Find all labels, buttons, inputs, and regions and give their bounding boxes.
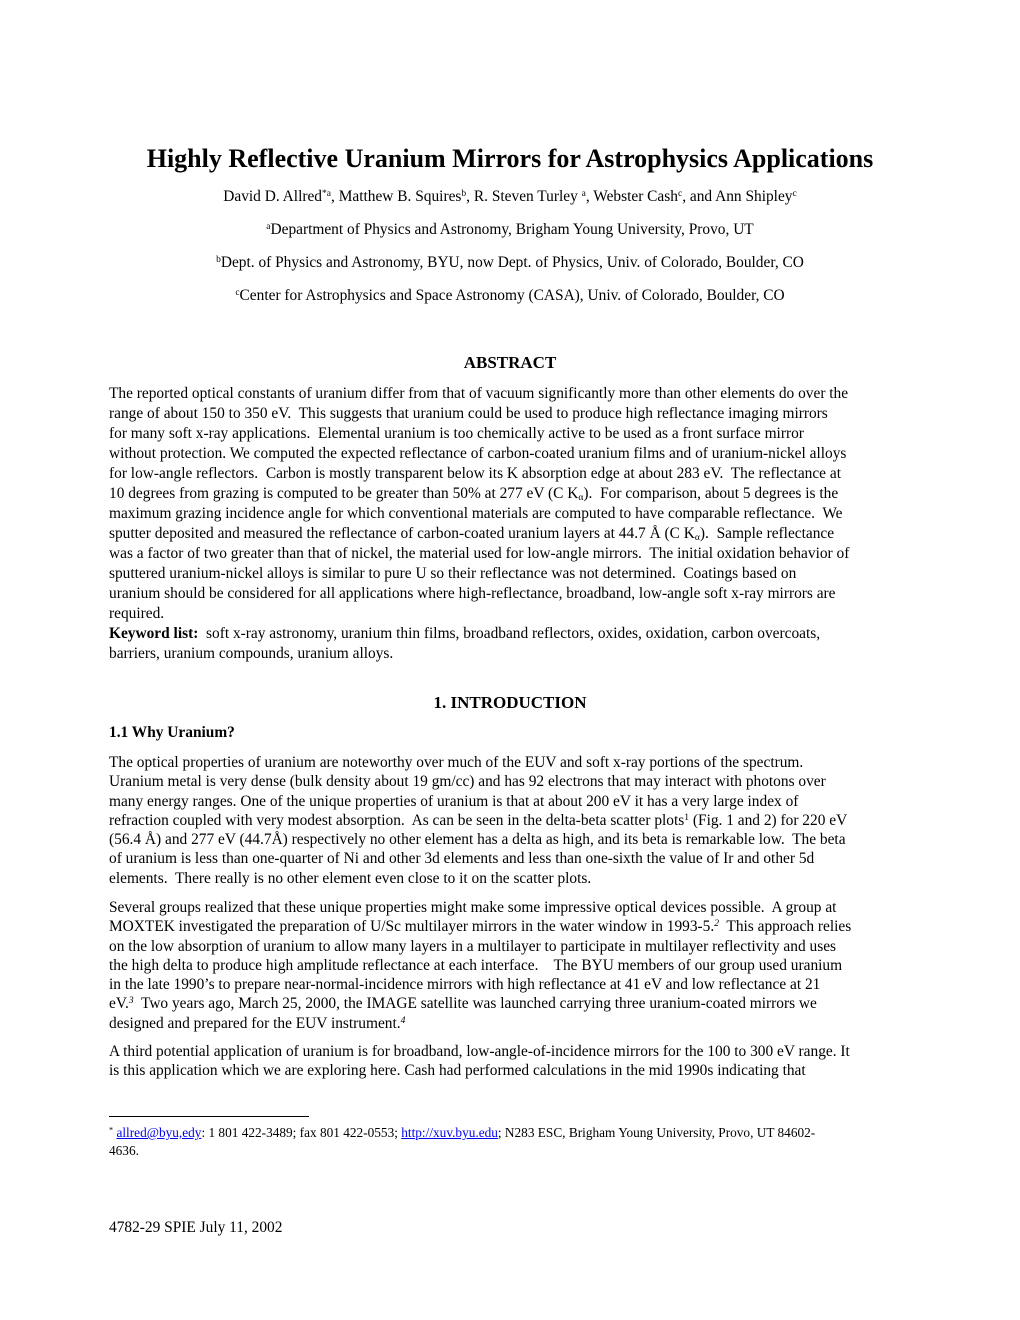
text-line [109, 849, 919, 868]
reference-superscript: 2 [714, 918, 719, 930]
text-segment: The optical properties of uranium are noteworthy over much of the EUV and soft x-ray portions of the spectrum. [109, 754, 804, 771]
text-line [109, 975, 919, 994]
text-segment: (56.4 Å) and 277 eV (44.7Å) respectively no other element has a delta as high, and its beta is remarkable low. The beta [109, 831, 846, 849]
subscript: α [694, 531, 700, 543]
text-segment: eV. [109, 995, 129, 1013]
text-segment: Center for Astrophysics and Space Astronomy (CASA), Univ. of Colorado, Boulder, CO [239, 287, 785, 304]
text-segment: elements. There really is no other element even close to it on the scatter plots. [109, 869, 592, 887]
text-segment: The reported optical constants of uranium differ from that of vacuum significantly more than other elements do over the [109, 385, 849, 402]
text-segment: ; N283 ESC, Brigham Young University, Provo, UT 84602- [497, 1125, 816, 1140]
affiliation-c [0, 287, 1020, 305]
text-line [109, 484, 919, 504]
abstract-body [109, 384, 919, 664]
text-segment: sputtered uranium-nickel alloys is similar to pure U so their reflectance was not determined. Coatings based on [109, 565, 797, 582]
text-segment: , R. Steven Turley [466, 188, 582, 205]
text-line [109, 444, 919, 464]
section-heading: 1. INTRODUCTION [433, 693, 587, 712]
text-segment: , Matthew B. Squires [331, 188, 462, 205]
affiliation-b [0, 254, 1020, 272]
superscript: 1 [684, 811, 690, 823]
subscript: α [578, 491, 584, 503]
paper-title: Highly Reflective Uranium Mirrors for Astrophysics Applications [146, 144, 874, 173]
text-line [109, 604, 919, 624]
text-segment: (Fig. 1 and 2) for 220 eV [689, 811, 848, 829]
text-line [109, 1014, 919, 1033]
text-segment: : 1 801 422-3489; fax 801 422-0553; [201, 1125, 402, 1140]
footnote [109, 1124, 919, 1160]
superscript: * [109, 1125, 114, 1135]
text-line [109, 1142, 919, 1160]
text-line [109, 1061, 919, 1080]
author-list [0, 188, 1020, 206]
text-line [109, 792, 919, 811]
text-segment: sputter deposited and measured the reflectance of carbon-coated uranium layers at 44.7 Å (C K [109, 525, 695, 542]
superscript: c [235, 286, 240, 298]
text-segment: on the low absorption of uranium to allow many layers in a multilayer to participate in multilayer reflectivity and uses [109, 937, 837, 955]
subsection-heading: 1.1 Why Uranium? [109, 724, 235, 741]
text-segment: maximum grazing incidence angle for which conventional materials are computed to have comparable reflectance. We [109, 505, 843, 522]
text-segment: in the late 1990’s to prepare near-normal-incidence mirrors with high reflectance at 41 eV and low reflectance at 21 [109, 976, 821, 994]
text-line [109, 464, 919, 484]
superscript: a [581, 187, 586, 199]
text-line [109, 753, 919, 772]
text-segment: 10 degrees from grazing is computed to be greater than 50% at 277 eV (C K [109, 485, 579, 502]
reference-superscript: 3 [128, 995, 134, 1007]
text-segment: , and Ann Shipley [682, 188, 793, 205]
text-line [109, 384, 919, 404]
text-segment: A third potential application of uranium is for broadband, low-angle-of-incidence mirrors for the 100 to 300 eV range. It [109, 1043, 850, 1060]
paragraph-3 [109, 1042, 919, 1081]
text-segment: MOXTEK investigated the preparation of U/Sc multilayer mirrors in the water window in 1993-5. [109, 918, 715, 936]
text-line [109, 624, 919, 644]
footnote-link[interactable]: http://xuv.byu.edu [401, 1125, 498, 1140]
text-segment: Several groups realized that these unique properties might make some impressive optical devices possible. A group at [109, 899, 837, 916]
footnote-link[interactable]: allred@byu,edy [116, 1125, 202, 1140]
keyword-label: Keyword list: [109, 625, 199, 642]
abstract-heading: ABSTRACT [463, 353, 557, 372]
text-line [109, 404, 919, 424]
text-segment: David D. Allred [223, 188, 323, 205]
text-segment: ). For comparison, about 5 degrees is the [583, 485, 839, 502]
text-line [109, 994, 919, 1013]
superscript: c [677, 187, 683, 199]
text-segment: required. [109, 605, 165, 622]
page-footer: 4782-29 SPIE July 11, 2002 [109, 1219, 283, 1236]
text-line [109, 524, 919, 544]
text-line [0, 188, 1020, 206]
text-line [0, 221, 1020, 239]
text-segment: designed and prepared for the EUV instrument. [109, 1014, 401, 1032]
text-segment: of uranium is less than one-quarter of Ni and other 3d elements and less than one-sixth the value of Ir and other 5d [109, 850, 815, 868]
text-segment: Uranium metal is very dense (bulk density about 19 gm/cc) and has 92 electrons that may interact with photons over [109, 773, 826, 791]
text-segment: without protection. We computed the expected reflectance of carbon-coated uranium films and of uranium-nickel alloys [109, 445, 847, 462]
text-segment: was a factor of two greater than that of nickel, the material used for low-angle mirrors. The initial oxidation behavior of [109, 545, 850, 562]
text-segment: 4636. [109, 1143, 139, 1158]
text-line [109, 811, 919, 830]
text-line [109, 830, 919, 849]
text-segment: Dept. of Physics and Astronomy, BYU, now Dept. of Physics, Univ. of Colorado, Boulder, CO [220, 254, 804, 271]
text-line [109, 1124, 919, 1142]
superscript: b [461, 187, 467, 199]
text-segment: This approach relies [719, 918, 852, 936]
text-line [109, 504, 919, 524]
superscript: *a [322, 187, 332, 199]
affiliation-a [0, 221, 1020, 239]
text-segment: for many soft x-ray applications. Elemental uranium is too chemically active to be used as a front surface mirror [109, 425, 804, 442]
text-segment: uranium should be considered for all applications where high-reflectance, broadband, low-angle soft x-ray mirrors are [109, 585, 836, 602]
text-line [109, 772, 919, 791]
text-line [109, 898, 919, 917]
superscript: b [216, 253, 221, 265]
text-line [109, 544, 919, 564]
text-segment: is this application which we are exploring here. Cash had performed calculations in the mid 1990s indicating that [109, 1062, 806, 1080]
text-segment: , Webster Cash [585, 188, 678, 205]
text-segment: ). Sample reflectance [699, 525, 835, 542]
text-segment: Two years ago, March 25, 2000, the IMAGE satellite was launched carrying three uranium-coated mirrors we [133, 995, 817, 1013]
paragraph-1 [109, 753, 919, 888]
superscript: a [266, 220, 271, 232]
text-segment: many energy ranges. One of the unique properties of uranium is that at about 200 eV it has a very large index of [109, 792, 799, 810]
superscript: c [792, 187, 797, 199]
text-line [0, 254, 1020, 272]
reference-superscript: 4 [400, 1014, 406, 1026]
text-line [109, 644, 919, 664]
text-line [109, 869, 919, 888]
footnote-divider [109, 1116, 309, 1117]
text-line [109, 424, 919, 444]
text-segment: the high delta to produce high amplitude reflectance at each interface. The BYU members of our group used uranium [109, 956, 843, 974]
text-line [109, 584, 919, 604]
text-line [109, 564, 919, 584]
text-segment: refraction coupled with very modest absorption. As can be seen in the delta-beta scatter plots [109, 811, 685, 829]
text-segment: soft x-ray astronomy, uranium thin films, broadband reflectors, oxides, oxidation, carbon overcoats, [198, 625, 821, 642]
text-segment: for low-angle reflectors. Carbon is mostly transparent below its K absorption edge at about 283 eV. The reflectance at [109, 465, 841, 482]
paragraph-2 [109, 898, 919, 1033]
text-line [109, 1042, 919, 1061]
text-segment: Department of Physics and Astronomy, Brigham Young University, Provo, UT [270, 221, 754, 238]
text-line [0, 287, 1020, 305]
text-line [109, 917, 919, 936]
text-line [109, 956, 919, 975]
text-segment: barriers, uranium compounds, uranium alloys. [109, 645, 394, 662]
text-line [109, 937, 919, 956]
text-segment: range of about 150 to 350 eV. This suggests that uranium could be used to produce high reflectance imaging mirrors [109, 405, 828, 422]
